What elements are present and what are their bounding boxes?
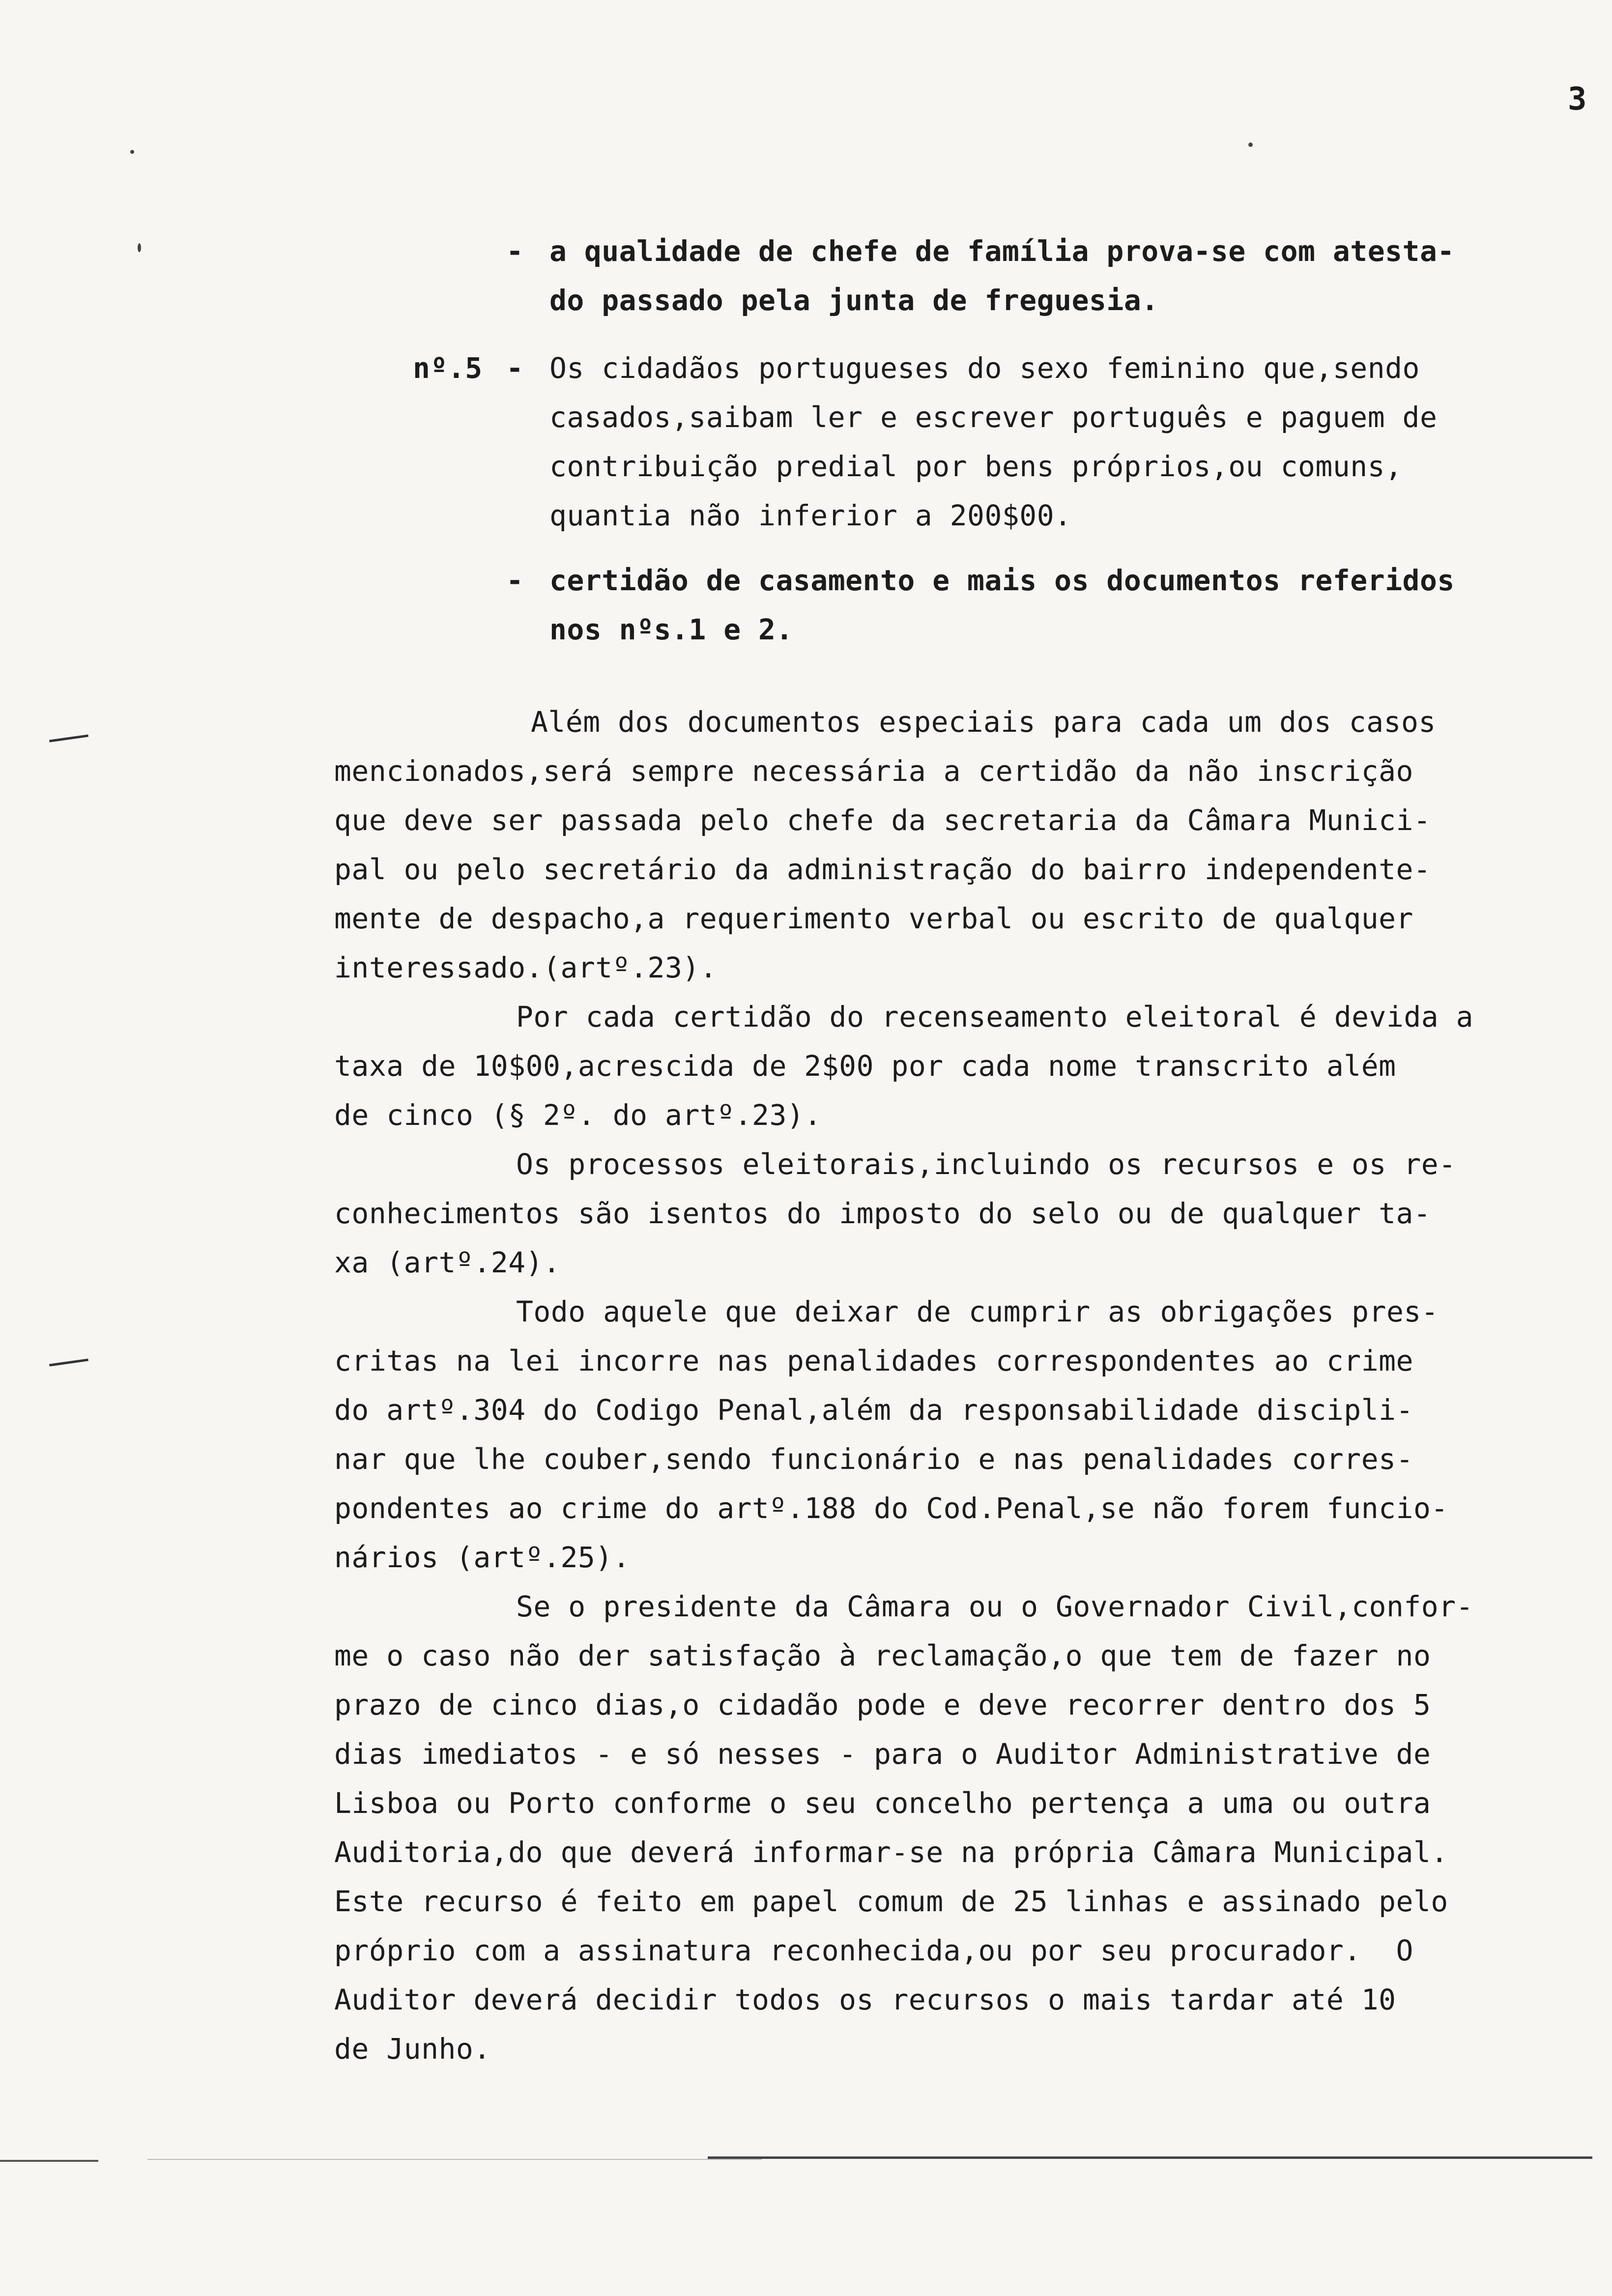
bottom-rule-faint <box>147 2159 762 2160</box>
body-line: interessado.(artº.23). <box>334 951 718 984</box>
margin-mark <box>49 1358 88 1366</box>
body-line: nários (artº.25). <box>334 1541 631 1574</box>
body-line: do artº.304 do Codigo Penal,além da responsabilidade discipli- <box>334 1393 1413 1427</box>
body-line: xa (artº.24). <box>334 1246 561 1279</box>
body-line: Lisboa ou Porto conforme o seu concelho pertença a uma ou outra <box>334 1786 1431 1820</box>
body-line: Auditoria,do que deverá informar-se na própria Câmara Municipal. <box>334 1836 1448 1869</box>
body-line: Por cada certidão do recenseamento eleitoral é devida a <box>516 1000 1474 1033</box>
body-line: próprio com a assinatura reconhecida,ou por seu procurador. O <box>334 1934 1413 1967</box>
body-line: taxa de 10$00,acrescida de 2$00 por cada nome transcrito além <box>334 1049 1396 1083</box>
body-line: mencionados,será sempre necessária a certidão da não inscrição <box>334 754 1413 788</box>
item-dash: - <box>506 234 524 268</box>
item-line: a qualidade de chefe de família prova-se com atesta- <box>549 234 1455 268</box>
body-line: dias imediatos - e só nesses - para o Auditor Administrative de <box>334 1737 1431 1771</box>
body-line: critas na lei incorre nas penalidades correspondentes ao crime <box>334 1344 1413 1378</box>
item-dash: - <box>506 351 524 385</box>
body-line: prazo de cinco dias,o cidadão pode e deve recorrer dentro dos 5 <box>334 1688 1431 1722</box>
bottom-rule <box>708 2156 1592 2159</box>
body-line: Além dos documentos especiais para cada um dos casos <box>531 705 1436 739</box>
body-line: Se o presidente da Câmara ou o Governador Civil,confor- <box>516 1590 1474 1623</box>
item-line: nos nºs.1 e 2. <box>549 613 793 646</box>
body-line: conhecimentos são isentos do imposto do selo ou de qualquer ta- <box>334 1197 1431 1230</box>
body-line: Todo aquele que deixar de cumprir as obrigações pres- <box>516 1295 1439 1328</box>
page-number: 3 <box>1568 81 1587 117</box>
bottom-rule-left <box>0 2160 98 2162</box>
body-line: que deve ser passada pelo chefe da secretaria da Câmara Munici- <box>334 804 1431 837</box>
body-line: pal ou pelo secretário da administração do bairro independente- <box>334 853 1431 886</box>
body-line: de Junho. <box>334 2032 491 2066</box>
item-dash: - <box>506 564 524 597</box>
item-line: quantia não inferior a 200$00. <box>549 499 1072 532</box>
body-line: de cinco (§ 2º. do artº.23). <box>334 1098 822 1132</box>
body-line: pondentes ao crime do artº.188 do Cod.Penal,se não forem funcio- <box>334 1492 1448 1525</box>
body-line: me o caso não der satisfação à reclamação,o que tem de fazer no <box>334 1639 1431 1672</box>
item-line: certidão de casamento e mais os documentos referidos <box>549 564 1455 597</box>
item-line: casados,saibam ler e escrever português e paguem de <box>549 401 1438 434</box>
scan-speck <box>138 243 141 252</box>
item-line: do passado pela junta de freguesia. <box>549 284 1159 317</box>
body-line: nar que lhe couber,sendo funcionário e nas penalidades corres- <box>334 1442 1413 1476</box>
body-line: mente de despacho,a requerimento verbal ou escrito de qualquer <box>334 902 1413 935</box>
item-line: Os cidadãos portugueses do sexo feminino que,sendo <box>549 351 1420 385</box>
body-line: Este recurso é feito em papel comum de 25 linhas e assinado pelo <box>334 1885 1448 1918</box>
body-line: Auditor deverá decidir todos os recursos o mais tardar até 10 <box>334 1983 1396 2016</box>
body-line: Os processos eleitorais,incluindo os recursos e os re- <box>516 1148 1456 1181</box>
scan-speck <box>1248 143 1253 147</box>
item-number-label: nº.5 <box>413 351 483 385</box>
item-line: contribuição predial por bens próprios,ou comuns, <box>549 450 1403 483</box>
margin-mark <box>49 734 88 742</box>
scan-speck <box>130 150 134 154</box>
